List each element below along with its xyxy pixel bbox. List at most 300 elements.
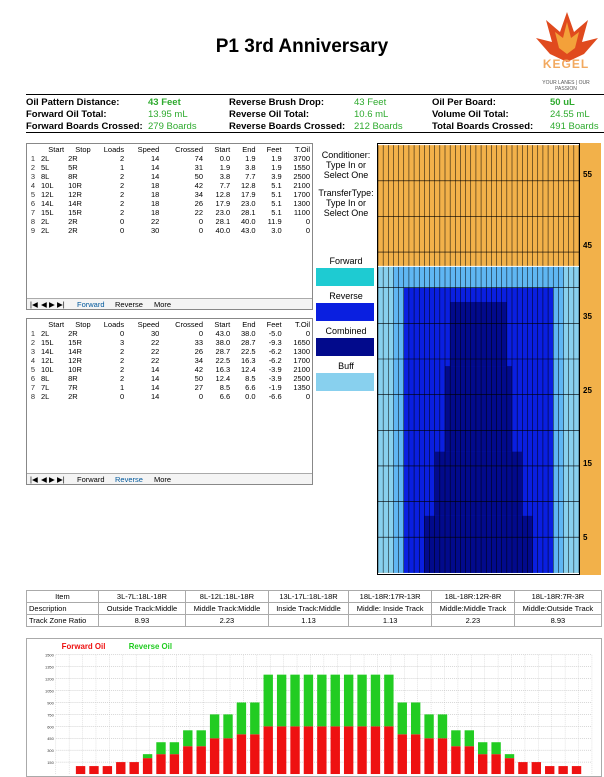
table-cell[interactable]: 2: [120, 365, 125, 374]
table-cell[interactable]: 14R: [68, 347, 82, 356]
table-cell[interactable]: 15R: [68, 208, 82, 217]
forward-oil-bar: [103, 766, 112, 774]
table-cell[interactable]: 5R: [68, 163, 78, 172]
column-header[interactable]: Start: [39, 144, 66, 154]
table-cell[interactable]: 6.6: [219, 392, 231, 401]
distance-scale: [580, 143, 601, 575]
table-cell[interactable]: 22: [194, 208, 204, 217]
column-header[interactable]: Stop: [66, 319, 93, 329]
table-cell[interactable]: 7.7: [219, 181, 231, 190]
table-cell[interactable]: 42: [194, 365, 204, 374]
table-cell[interactable]: -3.9: [268, 365, 282, 374]
forward-oil-bar: [532, 762, 541, 774]
table-cell[interactable]: 2L: [41, 392, 50, 401]
table-cell[interactable]: 42: [194, 181, 204, 190]
reverse-tab-bar: [27, 473, 312, 484]
table-cell[interactable]: 0: [120, 329, 125, 338]
table-cell[interactable]: 10L: [41, 365, 54, 374]
ratio-description: Middle:Outside Track: [514, 603, 601, 615]
table-cell[interactable]: -6.6: [268, 392, 282, 401]
row-number[interactable]: 4: [30, 181, 36, 190]
forward-oil-bar: [290, 726, 299, 774]
table-cell[interactable]: 2R: [68, 154, 78, 163]
table-cell[interactable]: 0: [305, 392, 310, 401]
table-cell[interactable]: 34: [194, 356, 204, 365]
column-header[interactable]: Stop: [66, 144, 93, 154]
table-cell[interactable]: -5.0: [268, 329, 282, 338]
table-cell[interactable]: 28.1: [241, 208, 256, 217]
table-cell[interactable]: 3.9: [271, 172, 282, 181]
table-cell[interactable]: 1300: [293, 199, 310, 208]
row-number[interactable]: 5: [30, 190, 36, 199]
table-cell[interactable]: 5.1: [271, 190, 282, 199]
table-cell[interactable]: -9.3: [268, 338, 282, 347]
column-header[interactable]: Loads: [93, 144, 126, 154]
transfer-note[interactable]: TransferType: Type In or Select One: [318, 188, 374, 218]
ratio-header-row: [27, 591, 602, 603]
forward-oil-bar: [170, 754, 179, 774]
table-cell[interactable]: 5L: [41, 163, 50, 172]
y-tick-label: 1050: [45, 688, 54, 694]
table-cell[interactable]: 10L: [41, 181, 54, 190]
table-cell[interactable]: 31: [194, 163, 204, 172]
table-cell[interactable]: 14: [150, 383, 160, 392]
table-cell[interactable]: 12.8: [215, 190, 231, 199]
table-cell[interactable]: 2100: [293, 365, 310, 374]
table-cell[interactable]: 6.6: [245, 383, 256, 392]
table-cell[interactable]: 10R: [68, 181, 82, 190]
column-header[interactable]: Crossed: [161, 319, 205, 329]
row-number[interactable]: 2: [30, 338, 36, 347]
table-cell[interactable]: 11.9: [267, 217, 282, 226]
y-tick-label: 600: [47, 724, 54, 730]
row-number[interactable]: 3: [30, 347, 36, 356]
table-cell[interactable]: 0.0: [245, 392, 256, 401]
table-cell[interactable]: 2R: [68, 217, 78, 226]
forward-oil-bar: [223, 738, 232, 774]
first-sheet-button[interactable]: |◀: [30, 475, 38, 484]
table-cell[interactable]: 14L: [41, 347, 54, 356]
row-number[interactable]: 7: [30, 383, 36, 392]
info-value: 43 Feet: [354, 97, 387, 108]
reverse-oil-bar: [143, 754, 152, 758]
prev-sheet-button[interactable]: ◀: [41, 475, 47, 484]
column-header[interactable]: Speed: [126, 144, 161, 154]
table-cell[interactable]: 22.5: [215, 356, 231, 365]
table-cell[interactable]: 8.5: [219, 383, 231, 392]
table-cell[interactable]: 1700: [293, 356, 310, 365]
table-cell[interactable]: 38.0: [241, 329, 256, 338]
forward-oil-bar: [183, 746, 192, 774]
forward-oil-bar: [277, 726, 286, 774]
table-cell[interactable]: 28.7: [241, 338, 256, 347]
table-cell[interactable]: 23.0: [215, 208, 231, 217]
row-number[interactable]: 8: [30, 392, 36, 401]
table-cell[interactable]: 7R: [68, 383, 78, 392]
forward-oil-bar: [478, 754, 487, 774]
forward-oil-bar: [505, 758, 514, 774]
table-cell[interactable]: 0: [305, 226, 310, 235]
forward-oil-bar: [76, 766, 85, 774]
distance-mark: 5: [583, 533, 588, 542]
conditioner-note[interactable]: Conditioner: Type In or Select One: [321, 150, 371, 180]
table-cell[interactable]: 0.0: [219, 154, 231, 163]
table-row[interactable]: [27, 154, 312, 163]
table-cell[interactable]: 14: [150, 172, 160, 181]
forward-oil-bar: [143, 758, 152, 774]
table-row[interactable]: [27, 338, 312, 347]
table-cell[interactable]: 1300: [293, 347, 310, 356]
row-number[interactable]: 6: [30, 199, 36, 208]
table-cell[interactable]: 2: [120, 190, 125, 199]
table-row[interactable]: [27, 226, 312, 235]
legend-buff-swatch: [316, 373, 374, 391]
column-header[interactable]: Loads: [93, 319, 126, 329]
ratio-value-row: [27, 615, 602, 627]
table-cell[interactable]: 14: [150, 365, 160, 374]
row-number[interactable]: 1: [30, 329, 36, 338]
table-cell[interactable]: 0: [198, 329, 204, 338]
table-cell[interactable]: 1.9: [219, 163, 231, 172]
reverse-oil-bar: [491, 742, 500, 754]
table-row[interactable]: [27, 217, 312, 226]
reverse-spreadsheet[interactable]: [26, 318, 313, 485]
header-row: [27, 144, 312, 154]
ratio-header: 8L-12L:18L-18R: [186, 591, 269, 603]
table-cell[interactable]: 22: [150, 356, 160, 365]
forward-oil-bar: [465, 746, 474, 774]
table-cell[interactable]: 3: [120, 338, 125, 347]
row-number[interactable]: 5: [30, 365, 36, 374]
column-header[interactable]: Feet: [258, 319, 284, 329]
forward-oil-bar: [384, 726, 393, 774]
table-row[interactable]: [27, 329, 312, 338]
table-cell[interactable]: 2R: [68, 329, 78, 338]
combined-oil-zone: [445, 366, 512, 452]
forward-oil-bar: [411, 734, 420, 774]
table-cell[interactable]: 14: [150, 163, 160, 172]
column-header[interactable]: Start: [205, 144, 232, 154]
table-cell[interactable]: 2: [120, 172, 125, 181]
table-cell[interactable]: 26: [194, 347, 204, 356]
pattern-info-bar: [26, 94, 604, 133]
reverse-oil-bar: [357, 675, 366, 727]
reverse-oil-bar: [371, 675, 380, 727]
forward-oil-bar: [451, 746, 460, 774]
table-cell[interactable]: 3700: [293, 154, 310, 163]
table-cell[interactable]: 8L: [41, 172, 50, 181]
table-row[interactable]: [27, 199, 312, 208]
column-header[interactable]: Start: [39, 319, 66, 329]
info-value: 50 uL: [550, 97, 575, 108]
forward-oil-bar: [317, 726, 326, 774]
info-label: Total Boards Crossed:: [432, 121, 534, 132]
table-cell[interactable]: 5.1: [271, 181, 282, 190]
column-header[interactable]: T.Oil: [284, 319, 312, 329]
table-cell[interactable]: 27: [194, 383, 204, 392]
column-header[interactable]: Feet: [258, 144, 284, 154]
table-cell[interactable]: 8L: [41, 374, 50, 383]
distance-mark: 45: [583, 241, 592, 250]
legend-buff-label: Buff: [338, 361, 354, 371]
reverse-oil-bar: [210, 714, 219, 738]
table-row[interactable]: [27, 190, 312, 199]
table-cell[interactable]: 40.0: [241, 217, 256, 226]
table-cell[interactable]: 8R: [68, 374, 78, 383]
reverse-oil-bar: [277, 675, 286, 727]
legend-forward-label: Forward: [329, 256, 363, 266]
table-cell[interactable]: 17.9: [241, 190, 256, 199]
table-cell[interactable]: 16.3: [215, 365, 231, 374]
combined-oil-zone: [450, 302, 507, 366]
table-cell[interactable]: 12.4: [241, 365, 256, 374]
table-cell[interactable]: 18: [150, 190, 160, 199]
table-row[interactable]: [27, 208, 312, 217]
table-cell[interactable]: 1: [120, 163, 125, 172]
column-header[interactable]: T.Oil: [284, 144, 312, 154]
table-cell[interactable]: -6.2: [268, 356, 282, 365]
table-cell[interactable]: 12R: [68, 190, 82, 199]
prev-sheet-button[interactable]: ◀: [41, 300, 47, 309]
table-cell[interactable]: 2R: [68, 392, 78, 401]
table-cell[interactable]: 3.0: [271, 226, 282, 235]
table-cell[interactable]: 26: [194, 199, 204, 208]
table-row[interactable]: [27, 365, 312, 374]
ratio-description: Middle: Inside Track: [349, 603, 432, 615]
tab-reverse[interactable]: Reverse: [115, 300, 143, 309]
reverse-oil-bar: [505, 754, 514, 758]
table-cell[interactable]: 1350: [293, 383, 310, 392]
select-all-corner[interactable]: [27, 319, 39, 329]
next-sheet-button[interactable]: ▶: [49, 300, 55, 309]
table-cell[interactable]: 2500: [293, 172, 310, 181]
table-cell[interactable]: 2: [120, 356, 125, 365]
table-cell[interactable]: 0: [198, 217, 204, 226]
table-cell[interactable]: -6.2: [268, 347, 282, 356]
reverse-oil-bar: [398, 702, 407, 734]
last-sheet-button[interactable]: ▶|: [57, 300, 65, 309]
ratio-header: Item: [27, 591, 99, 603]
column-header[interactable]: Crossed: [161, 144, 205, 154]
table-cell[interactable]: 0: [120, 226, 125, 235]
row-number[interactable]: 4: [30, 356, 36, 365]
forward-oil-bar: [210, 738, 219, 774]
table-cell[interactable]: 33: [194, 338, 204, 347]
table-cell[interactable]: 43.0: [215, 329, 231, 338]
table-cell[interactable]: 15L: [41, 208, 54, 217]
table-cell[interactable]: 2100: [293, 181, 310, 190]
table-cell[interactable]: 38.0: [215, 338, 231, 347]
table-cell[interactable]: 12.8: [241, 181, 256, 190]
forward-oil-bar: [344, 726, 353, 774]
row-number[interactable]: 1: [30, 154, 36, 163]
table-cell[interactable]: 50: [194, 374, 204, 383]
tab-more[interactable]: More: [154, 300, 172, 309]
combined-oil-zone: [424, 516, 532, 573]
table-cell[interactable]: 1700: [293, 190, 310, 199]
table-cell[interactable]: 8.5: [245, 374, 256, 383]
table-cell[interactable]: 2500: [293, 374, 310, 383]
table-row[interactable]: [27, 383, 312, 392]
table-cell[interactable]: 0: [305, 217, 310, 226]
table-cell[interactable]: 0: [198, 392, 204, 401]
table-cell[interactable]: 18: [150, 208, 160, 217]
ratio-value: 2.23: [186, 615, 269, 627]
table-cell[interactable]: 2L: [41, 154, 50, 163]
table-cell[interactable]: 22: [150, 338, 160, 347]
table-cell[interactable]: 1550: [293, 163, 310, 172]
column-header[interactable]: End: [232, 319, 257, 329]
reverse-oil-bar: [304, 675, 313, 727]
legend-forward-oil: Forward Oil: [61, 641, 106, 651]
table-cell[interactable]: 2L: [41, 329, 50, 338]
first-sheet-button[interactable]: |◀: [30, 300, 38, 309]
row-number[interactable]: 8: [30, 217, 36, 226]
table-cell[interactable]: 5.1: [271, 208, 282, 217]
row-number[interactable]: 6: [30, 374, 36, 383]
table-cell[interactable]: -3.9: [268, 374, 282, 383]
table-cell[interactable]: 14L: [41, 199, 54, 208]
table-cell[interactable]: 15L: [41, 338, 54, 347]
table-cell[interactable]: 22.5: [241, 347, 256, 356]
forward-oil-bar: [304, 726, 313, 774]
ratio-header: 13L-17L:18L-18R: [268, 591, 348, 603]
y-tick-label: 450: [47, 736, 54, 742]
table-cell[interactable]: 2L: [41, 226, 50, 235]
tab-more[interactable]: More: [154, 475, 172, 484]
legend-reverse-swatch: [316, 303, 374, 321]
table-row[interactable]: [27, 172, 312, 181]
forward-spreadsheet[interactable]: [26, 143, 313, 310]
table-cell[interactable]: 10R: [68, 365, 82, 374]
forward-oil-bar: [197, 746, 206, 774]
row-number[interactable]: 9: [30, 226, 36, 235]
ratio-description: Inside Track:Middle: [268, 603, 348, 615]
table-cell[interactable]: 2: [120, 154, 125, 163]
table-cell[interactable]: 30: [150, 226, 160, 235]
forward-oil-bar: [518, 762, 527, 774]
table-row[interactable]: [27, 356, 312, 365]
logo-tagline: YOUR LANES | OUR PASSION: [542, 80, 590, 92]
last-sheet-button[interactable]: ▶|: [57, 475, 65, 484]
reverse-oil-bar: [384, 675, 393, 727]
table-cell[interactable]: -1.9: [268, 383, 282, 392]
table-cell[interactable]: 14: [150, 374, 160, 383]
table-cell[interactable]: 2: [120, 347, 125, 356]
row-number[interactable]: 7: [30, 208, 36, 217]
table-cell[interactable]: 1100: [293, 208, 310, 217]
tab-forward[interactable]: Forward: [77, 475, 105, 484]
table-cell[interactable]: 2: [120, 208, 125, 217]
forward-tab-bar: [27, 298, 312, 309]
table-cell[interactable]: 2: [120, 374, 125, 383]
table-cell[interactable]: 28.7: [215, 347, 231, 356]
table-cell[interactable]: 23.0: [241, 199, 256, 208]
table-cell[interactable]: 22: [150, 347, 160, 356]
table-cell[interactable]: 1.9: [245, 154, 256, 163]
row-number[interactable]: 2: [30, 163, 36, 172]
table-cell[interactable]: 2: [120, 181, 125, 190]
forward-oil-bar: [250, 734, 259, 774]
table-cell[interactable]: 18: [150, 181, 160, 190]
info-label: Reverse Brush Drop:: [229, 97, 325, 108]
table-cell[interactable]: 18: [150, 199, 160, 208]
forward-oil-bar: [545, 766, 554, 774]
table-cell[interactable]: 12.4: [215, 374, 231, 383]
table-cell[interactable]: 22: [150, 217, 160, 226]
table-cell[interactable]: 1: [120, 383, 125, 392]
row-number[interactable]: 3: [30, 172, 36, 181]
table-cell[interactable]: 14: [150, 392, 160, 401]
table-cell[interactable]: 28.1: [215, 217, 231, 226]
table-cell[interactable]: 3.8: [245, 163, 256, 172]
table-cell[interactable]: 2L: [41, 217, 50, 226]
table-cell[interactable]: 1.9: [271, 163, 282, 172]
column-header[interactable]: Start: [205, 319, 232, 329]
y-tick-label: 1350: [45, 664, 54, 670]
table-cell[interactable]: 30: [150, 329, 160, 338]
combined-oil-zone: [435, 452, 523, 516]
reverse-oil-bar: [156, 742, 165, 754]
column-header[interactable]: Speed: [126, 319, 161, 329]
table-row[interactable]: [27, 392, 312, 401]
table-cell[interactable]: 12L: [41, 356, 54, 365]
table-cell[interactable]: 0: [120, 392, 125, 401]
table-cell[interactable]: 5.1: [271, 199, 282, 208]
table-cell[interactable]: 2R: [68, 226, 78, 235]
ratio-description: Outside Track:Middle: [98, 603, 185, 615]
table-cell[interactable]: 2: [120, 199, 125, 208]
forward-oil-bar: [438, 738, 447, 774]
table-row[interactable]: [27, 374, 312, 383]
table-row[interactable]: [27, 163, 312, 172]
table-cell[interactable]: 43.0: [241, 226, 256, 235]
table-cell[interactable]: 0: [120, 217, 125, 226]
table-row[interactable]: [27, 181, 312, 190]
select-all-corner[interactable]: [27, 144, 39, 154]
column-header[interactable]: End: [232, 144, 257, 154]
tab-forward[interactable]: Forward: [77, 300, 105, 309]
info-value: 13.95 mL: [148, 109, 188, 120]
table-cell[interactable]: 1.9: [271, 154, 282, 163]
table-cell[interactable]: 14: [150, 154, 160, 163]
table-cell[interactable]: 7.7: [245, 172, 256, 181]
table-cell[interactable]: 16.3: [241, 356, 256, 365]
table-cell[interactable]: 1650: [293, 338, 310, 347]
table-cell[interactable]: 74: [194, 154, 204, 163]
distance-mark: 15: [583, 459, 592, 468]
table-cell[interactable]: 34: [194, 190, 204, 199]
table-row[interactable]: [27, 347, 312, 356]
table-cell[interactable]: 12R: [68, 356, 82, 365]
table-cell[interactable]: 3.8: [219, 172, 231, 181]
tab-reverse[interactable]: Reverse: [115, 475, 143, 484]
ratio-row-label: Description: [27, 603, 99, 615]
table-cell[interactable]: 7L: [41, 383, 50, 392]
table-cell[interactable]: 0: [198, 226, 204, 235]
next-sheet-button[interactable]: ▶: [49, 475, 55, 484]
kegel-phoenix-logo: [532, 8, 602, 90]
table-cell[interactable]: 12L: [41, 190, 54, 199]
table-cell[interactable]: 14R: [68, 199, 82, 208]
table-cell[interactable]: 0: [305, 329, 310, 338]
table-cell[interactable]: 8R: [68, 172, 78, 181]
table-cell[interactable]: 17.9: [215, 199, 231, 208]
table-cell[interactable]: 15R: [68, 338, 82, 347]
info-label: Volume Oil Total:: [432, 109, 509, 120]
table-cell[interactable]: 40.0: [215, 226, 231, 235]
table-cell[interactable]: 50: [194, 172, 204, 181]
